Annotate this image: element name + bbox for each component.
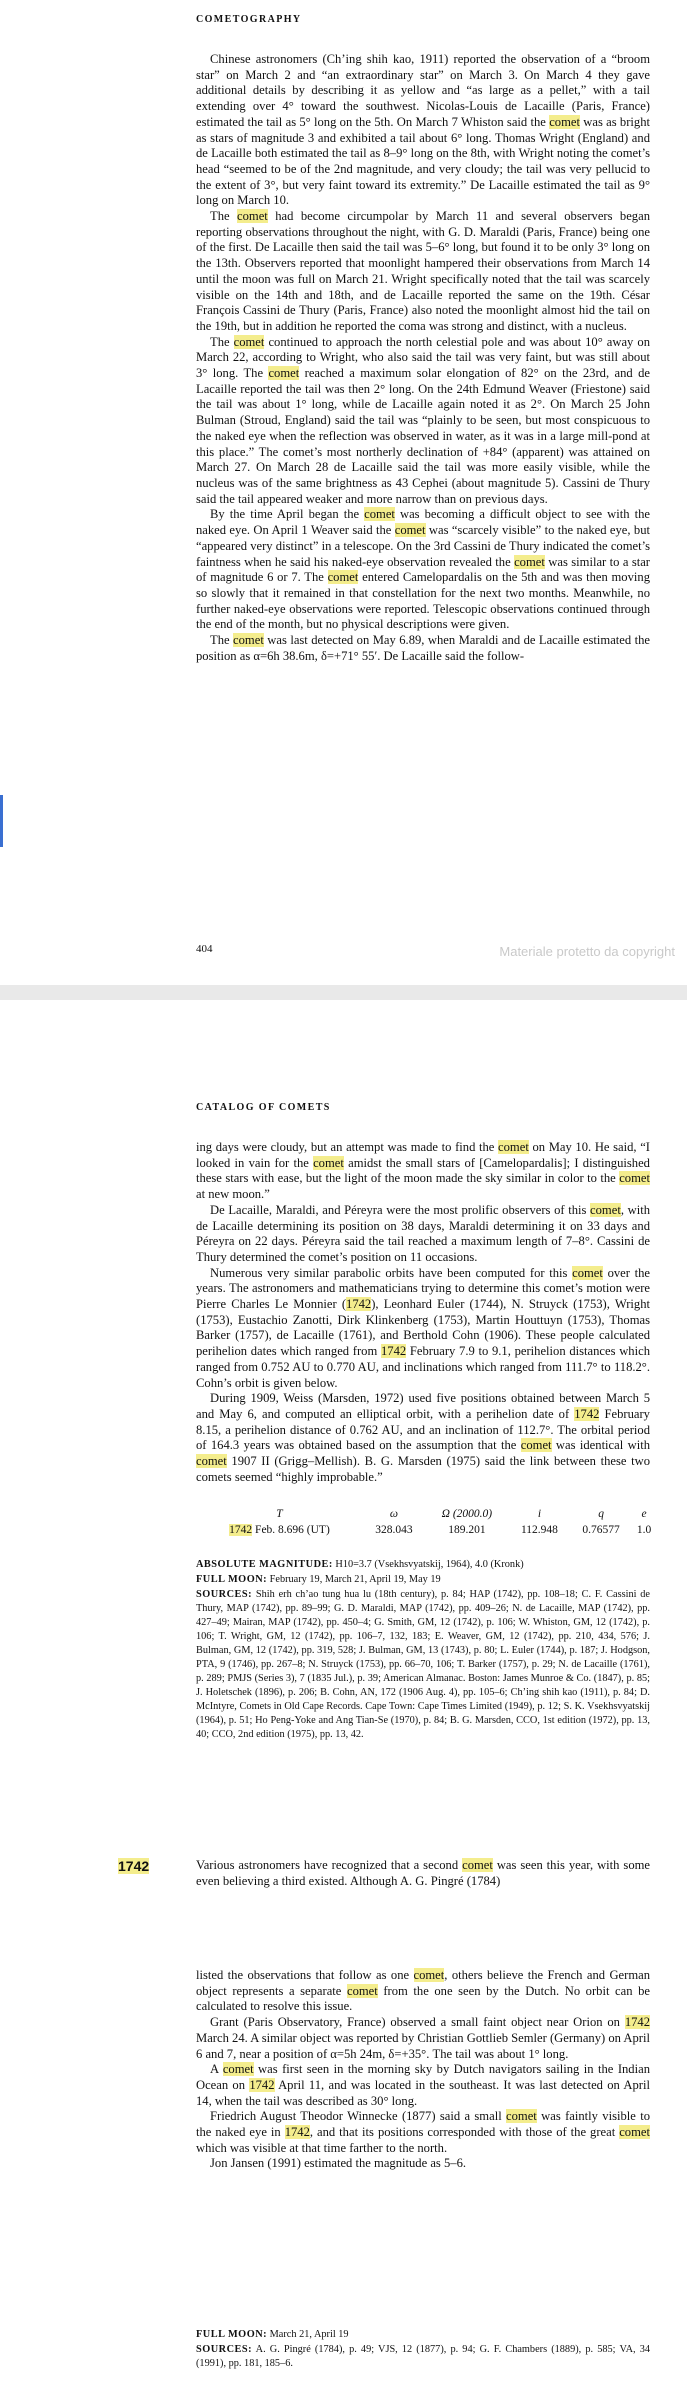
entry-full-moon: FULL MOON: March 21, April 19 xyxy=(196,2329,349,2340)
copyright-watermark: Materiale protetto da copyright xyxy=(499,944,675,959)
search-highlight: comet xyxy=(346,1983,378,1998)
paragraph: Numerous very similar parabolic orbits have been computed for this comet over the years. The astronomers and mathematicians trying to determine this comet’s motion were Pierre Charles Le Monnier (1742), Leonhard Euler (1744), N. Struyck (1753), Wright (1753), Eustachio Zanotti, Dirk Klinkenberg (1753), Martin Houttuyn (1753), Thomas Barker (1757), de Lacaille (1761), and Berthold Cohn (1906). These people calculated perihelion dates which ranged from 1742 February 7.9 to 9.1, perihelion distances which ranged from 0.752 AU to 0.770 AU, and inclinations which ranged from 111.7° to 118.2°. Cohn’s orbit is given below. xyxy=(196,1265,651,1390)
page-405 xyxy=(0,1000,687,2391)
orbital-elements-table xyxy=(196,1506,656,1538)
orbit-column-header: Ω (2000.0) xyxy=(441,1508,493,1520)
paragraph: Grant (Paris Observatory, France) observed a small faint object near Orion on 1742 March 24. A similar object was reported by Christian Gottlieb Semler (Germany) on April 6 and 7, near a position of α=5h 24m, δ=+35°. The tail was about 1° long. xyxy=(196,2015,650,2061)
selection-bar xyxy=(0,795,3,847)
orbit-column-header: i xyxy=(537,1508,542,1520)
search-highlight: comet xyxy=(514,554,545,569)
paragraph: The comet continued to approach the north celestial pole and was about 10° away on March 22, according to Wright, who also said the tail was very faint, but was still about 3° long. The comet reached a maximum solar elongation of 82° on the 23rd, and de Lacaille reported the tail was then 2° long. On the 24th Edmund Weaver (Friestone) said the tail was about 1° long, while de Lacaille again noted it as 2°. On March 25 John Bulman (Stroud, England) said the tail was “plainly to be seen, but most conspicuous to the naked eye when the reflection was observed in water, as it was in a large mill-pond at this place.” The comet’s most northerly declination of +84° (apparent) was attained on March 27. On March 28 de Lacaille said the tail was more easily visible, while the nucleus was of the same brightness as 43 Cephei (about magnitude 5). Cassini de Thury said the tail appeared weaker and more narrow than on previous days. xyxy=(196,334,650,506)
running-head: CATALOG OF COMETS xyxy=(196,1102,331,1113)
entry-sources: SOURCES: A. G. Pingré (1784), p. 49; VJS, 12 (1877), p. 94; G. F. Chambers (1889), p. 585; VA, 34 (1991), pp. 181, 185–6. xyxy=(196,2344,650,2369)
search-highlight: comet xyxy=(498,1140,529,1154)
search-highlight: 1742 xyxy=(624,2015,650,2030)
orbit-inclination: 112.948 xyxy=(520,1524,558,1536)
search-highlight: comet xyxy=(619,1171,650,1186)
paragraph: De Lacaille, Maraldi, and Péreyra were the most prolific observers of this comet, with de Lacaille determining its position on 38 days, Maraldi determining it on 33 days and Péreyra on 22 days. Péreyra said the tail reached a maximum length of 7–8°. Cassini de Thury determined the comet’s position on 11 occasions. xyxy=(196,1202,651,1264)
search-highlight: comet xyxy=(590,1202,621,1217)
full-moon: FULL MOON: February 19, March 21, April 19, May 19 xyxy=(196,1574,441,1585)
orbit-column-header: q xyxy=(598,1508,604,1520)
search-highlight: comet xyxy=(619,2125,650,2140)
paragraph: The comet was last detected on May 6.89, when Maraldi and de Lacaille estimated the position as α=6h 38.6m, δ=+71° 55′. De Lacaille said the follow- xyxy=(196,633,651,663)
paragraph: ing days were cloudy, but an attempt was made to find the comet on May 10. He said, “I looked in vain for the comet amidst the small stars of [Camelopardalis]; I distinguished these stars with ease, but the light of the moon made the sky similar in color to the comet at new moon.” xyxy=(196,1140,651,1202)
search-highlight: comet xyxy=(237,209,268,224)
orbit-column-header: T xyxy=(276,1508,283,1520)
paragraph: The comet had become circumpolar by March 11 and several observers began reporting observations throughout the night, with G. D. Maraldi (Paris, France) being one of the first. De Lacaille then said the tail was 5–6° long, but found it to be only 3° long on the 13th. Observers reported that moonlight hampered their observations from March 14 until the moon was full on March 21. Wright specifically noted that the tail was scarcely visible on the 14th and 18th, and de Lacaille reported the same on the 19th. César François Cassini de Thury (Paris, France) also noted the moonlight almost hid the tail on the 19th, but in addition he reported the coma was strong and distinct, with a nucleus. xyxy=(196,209,650,333)
orbit-q: 0.76577 xyxy=(582,1524,620,1536)
search-highlight: comet xyxy=(222,2062,254,2077)
entry-notes xyxy=(196,2328,650,2372)
search-highlight: comet xyxy=(327,570,359,585)
search-highlight: 1742 xyxy=(574,1406,600,1421)
page-1-body xyxy=(196,52,650,664)
paragraph: Chinese astronomers (Ch’ing shih kao, 1911) reported the observation of a “broom star” on March 2 and “an extraordinary star” on March 3. On March 4 they gave additional details by describing it as yellow and “as large as a pellet,” with a tail extending over 4° toward the southwest. Nicolas-Louis de Lacaille (Paris, France) estimated the tail as 5° long on the 5th. On March 7 Whiston said the comet was as bright as stars of magnitude 3 and exhibited a tail about 6° long. Thomas Wright (England) and de Lacaille both estimated the tail as 8–9° long on the 8th, with Wright noting the comet’s head “seemed to be of the 2nd magnitude, and very cloudy; the tail was very pellucid to the extent of 3°, but very faint toward its extremity.” De Lacaille estimated the tail as 9° long on March 10. xyxy=(196,52,650,208)
search-highlight: 1742 xyxy=(346,1297,372,1312)
search-highlight: comet xyxy=(549,114,580,129)
search-highlight: comet xyxy=(394,523,426,538)
sources: SOURCES: Shih erh ch’ao tung hua lu (18th century), p. 84; HAP (1742), pp. 108–18; C. F. Cassini de Thury, MAP (1742), pp. 89–99; G. D. Maraldi, MAP (1742), pp. 409–26; N. de Lacaille, MAP (1742), pp. 427–49; Mairan, MAP (1742), pp. 450–4; G. Smith, GM, 12 (1742), p. 106; W. Whiston, GM, 12 (1742), p. 106; T. Wright, GM, 12 (1742), pp. 106–7, 132, 183; E. Weaver, GM, 12 (1742), pp. 210, 434, 576; J. Bulman, GM, 12 (1742), pp. 319, 528; J. Bulman, GM, 13 (1743), p. 80; L. Euler (1744), p. 187; J. Hodgson, PTA, 9 (1746), pp. 267–8; N. Struyck (1753), pp. 66–70, 106; T. Barker (1757), p. 29; N. de Lacaille (1761), p. 289; PMJS (Series 3), 7 (1835 Jul.), p. 39; American Almanac. Boston: James Munroe & Co. (1847), p. 85; J. Holetschek (1896), p. 206; B. Cohn, AN, 172 (1906 Aug. 4), pp. 105–6; Ch’ing shih kao (1911), p. 84; D. McIntyre, Comets in Old Cape Records. Cape Town: Cape Times Limited (1949), p. 12; S. K. Vsekhsvyatskij (1964), p. 51; Ho Peng-Yoke and Ang Tian-Se (1970), p. 84; B. G. Marsden, CCO, 1st edition (1972), pp. 13, 40; CCO, 2nd edition (1975), pp. 13, 42. xyxy=(196,1589,650,1740)
entry-body xyxy=(196,1968,650,2172)
paragraph: listed the observations that follow as one comet, others believe the French and German object represents a separate comet from the one seen by the Dutch. No orbit can be calculated to resolve this issue. xyxy=(196,1968,651,2014)
search-highlight: comet xyxy=(572,1265,603,1280)
search-highlight: comet xyxy=(462,1858,493,1872)
orbit-column-header: e xyxy=(641,1508,647,1520)
running-head: COMETOGRAPHY xyxy=(196,14,302,25)
search-highlight: comet xyxy=(313,1155,344,1170)
orbit-e: 1.0 xyxy=(636,1524,652,1536)
search-highlight: comet xyxy=(506,2109,537,2124)
search-highlight: 1742 xyxy=(284,2125,310,2140)
entry-year-label: 1742 xyxy=(118,1858,150,1874)
paragraph: Friedrich August Theodor Winnecke (1877) said a small comet was faintly visible to the naked eye in 1742, and that its positions corresponded with those of the great comet which was visible at that time farther to the north. xyxy=(196,2109,650,2155)
page-2-body xyxy=(196,1140,650,1485)
search-highlight: comet xyxy=(196,1454,227,1469)
search-highlight: comet xyxy=(233,334,265,349)
comet-notes xyxy=(196,1558,650,1743)
search-highlight: 1742 xyxy=(380,1344,407,1359)
search-highlight: comet xyxy=(233,633,264,648)
orbit-column-header: ω xyxy=(389,1508,399,1520)
orbit-node: 189.201 xyxy=(448,1524,486,1536)
absolute-magnitude: ABSOLUTE MAGNITUDE: H10=3.7 (Vsekhsvyatskij, 1964), 4.0 (Kronk) xyxy=(196,1559,524,1570)
search-highlight: comet xyxy=(364,507,395,522)
entry-intro: Various astronomers have recognized that a second comet was seen this year, with some even believing a third existed. Although A. G. Pingré (1784) xyxy=(196,1858,651,1888)
orbit-omega: 328.043 xyxy=(375,1524,413,1536)
paragraph: Jon Jansen (1991) estimated the magnitude as 5–6. xyxy=(210,2156,467,2171)
search-highlight: comet xyxy=(520,1438,552,1453)
paragraph: During 1909, Weiss (Marsden, 1972) used five positions obtained between March 5 and May 6, and computed an elliptical orbit, with a perihelion date of 1742 February 8.15, a perihelion distance of 0.762 AU, and an inclination of 112.7°. The orbital period of 164.3 years was obtained based on the assumption that the comet was identical with comet 1907 II (Grigg–Mellish). B. G. Marsden (1975) said the link between these two comets seemed “highly improbable.” xyxy=(196,1391,651,1484)
page-number: 404 xyxy=(196,943,213,955)
search-highlight: 1742 xyxy=(249,2077,275,2092)
page-404 xyxy=(0,0,687,985)
search-highlight: comet xyxy=(268,366,300,381)
paragraph: By the time April began the comet was becoming a difficult object to see with the naked eye. On April 1 Weaver said the comet was “scarcely visible” to the naked eye, but “appeared very distinct” in a telescope. On the 3rd Cassini de Thury indicated the comet’s faintness when he said his naked-eye observation revealed the comet was similar to a star of magnitude 6 or 7. The comet entered Camelopardalis on the 5th and was then moving so slowly that it remained in that constellation for the next two months. Meanwhile, no further naked-eye observations were reported. Telescopic observations continued through the end of the month, but no physical descriptions were given. xyxy=(196,507,651,632)
search-highlight: comet xyxy=(413,1968,445,1982)
paragraph: A comet was first seen in the morning sky by Dutch navigators sailing in the Indian Ocean on 1742 April 11, and was located in the southeast. It was last detected on April 14, when the tail was described as 30° long. xyxy=(196,2062,650,2108)
orbit-T: 1742 Feb. 8.696 (UT) xyxy=(229,1524,330,1536)
